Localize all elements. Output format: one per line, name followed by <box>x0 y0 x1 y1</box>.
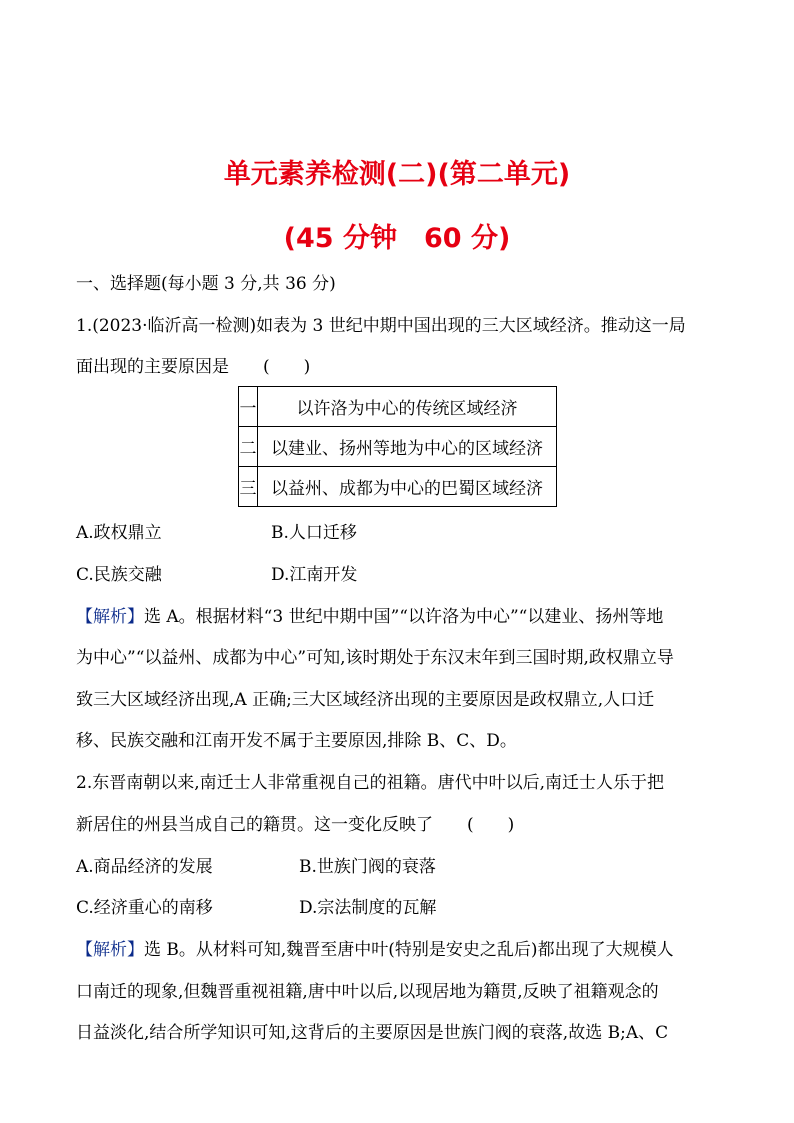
q1-answer-line4: 移、民族交融和江南开发不属于主要原因,排除 B、C、D。 <box>76 731 517 751</box>
q2-option-b[interactable]: B.世族门阀的衰落 <box>299 857 436 877</box>
q2-option-a[interactable]: A.商品经济的发展 <box>76 857 213 877</box>
q1-option-d[interactable]: D.江南开发 <box>271 565 358 585</box>
page-title: 单元素养检测(二)(第二单元) <box>223 159 571 190</box>
analysis-tag: 【解析】 <box>76 940 144 960</box>
table-cell-num: 一 <box>239 387 258 427</box>
q2-stem-line1: 2.东晋南朝以来,南迁士人非常重视自己的祖籍。唐代中叶以后,南迁士人乐于把 <box>76 773 665 793</box>
q1-stem-line2: 面出现的主要原因是 ( ) <box>76 357 311 377</box>
q2-answer-line3: 日益淡化,结合所学知识可知,这背后的主要原因是世族门阀的衰落,故选 B;A、C <box>76 1023 669 1043</box>
q2-answer-text: 选 B。从材料可知,魏晋至唐中叶(特别是安史之乱后)都出现了大规模人 <box>144 940 674 960</box>
q2-option-d[interactable]: D.宗法制度的瓦解 <box>299 898 437 918</box>
analysis-tag: 【解析】 <box>76 607 144 627</box>
q2-answer-line2: 口南迁的现象,但魏晋重视祖籍,唐中叶以后,以现居地为籍贯,反映了祖籍观念的 <box>76 982 659 1002</box>
page-subtitle: (45 分钟 60 分) <box>283 223 511 254</box>
table-cell-num: 三 <box>239 467 258 507</box>
q1-option-c[interactable]: C.民族交融 <box>76 565 162 585</box>
q1-answer-text: 选 A。根据材料“3 世纪中期中国”“以许洛为中心”“以建业、扬州等地 <box>144 607 664 627</box>
table-row <box>239 387 557 427</box>
q2-option-c[interactable]: C.经济重心的南移 <box>76 898 213 918</box>
table-row <box>239 467 557 507</box>
q2-answer-line1 <box>76 938 674 962</box>
table-cell-desc: 以建业、扬州等地为中心的区域经济 <box>258 427 557 467</box>
table-cell-desc: 以益州、成都为中心的巴蜀区域经济 <box>258 467 557 507</box>
section-heading: 一、选择题(每小题 3 分,共 36 分) <box>76 274 336 294</box>
q1-economy-table <box>238 386 557 507</box>
table-cell-desc: 以许洛为中心的传统区域经济 <box>258 387 557 427</box>
q1-stem-line1: 1.(2023·临沂高一检测)如表为 3 世纪中期中国出现的三大区域经济。推动这一局 <box>76 316 686 336</box>
q1-answer-line1 <box>76 605 663 629</box>
table-row <box>239 427 557 467</box>
q1-option-b[interactable]: B.人口迁移 <box>271 523 357 543</box>
q1-answer-line2: 为中心”“以益州、成都为中心”可知,该时期处于东汉末年到三国时期,政权鼎立导 <box>76 648 674 668</box>
q1-option-a[interactable]: A.政权鼎立 <box>76 523 162 543</box>
q1-answer-line3: 致三大区域经济出现,A 正确;三大区域经济出现的主要原因是政权鼎立,人口迁 <box>76 690 655 710</box>
q2-stem-line2: 新居住的州县当成自己的籍贯。这一变化反映了 ( ) <box>76 815 515 835</box>
table-cell-num: 二 <box>239 427 258 467</box>
